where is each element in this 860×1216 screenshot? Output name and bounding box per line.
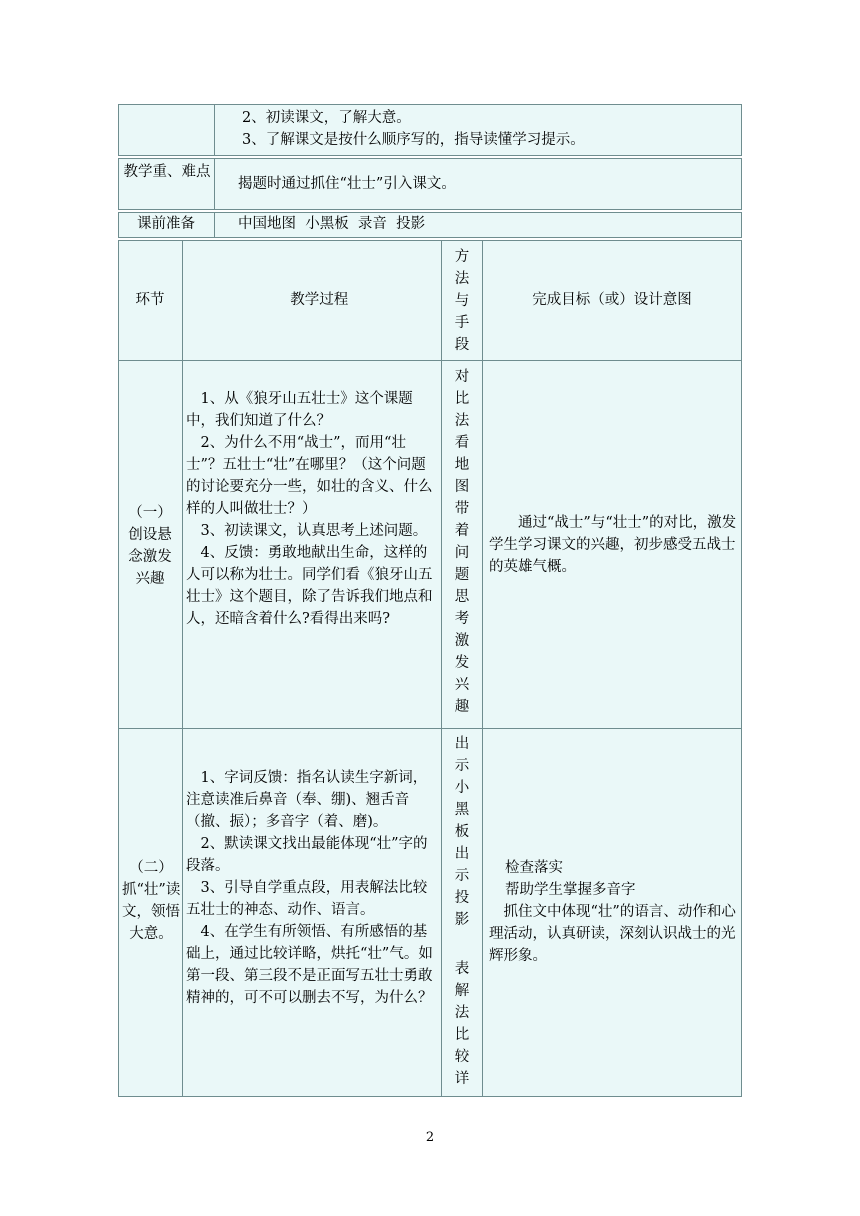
process-paragraph: 1、从《狼牙山五壮士》这个课题中，我们知道了什么？ [186,391,413,429]
header-method: 方法与手段 [454,249,470,353]
key-points-label: 教学重、难点 [123,164,211,180]
section2-goal-1: 检查落实 [505,860,563,876]
header-process [184,289,440,311]
section1-stage: （一）创设悬念激发兴趣 [128,505,172,587]
section2-stage: （二）抓“壮”读文，领悟大意。 [122,860,181,942]
section1-process [186,388,440,630]
objective-2: 2、初读课文，了解大意。 [242,110,411,126]
section2-goal-2: 帮助学生掌握多音字 [505,882,636,898]
process-paragraph: 4、反馈：勇敢地献出生命，这样的人可以称为壮士。同学们看《狼牙山五壮士》这个题目，除了告诉我们地点和人，还暗含着什么?看得出来吗? [186,545,433,627]
prep-label: 课前准备 [137,216,195,232]
process-paragraph: 3、引导自学重点段，用表解法比较五壮士的神态、动作、语言。 [186,880,428,918]
process-paragraph: 3、初读课文，认真思考上述问题。 [200,523,428,539]
row-divider [118,728,742,729]
process-paragraph: 2、为什么不用“战士”，而用“壮士”？五壮士“壮”在哪里？（这个问题的讨论要充分一些，如壮的含义、什么样的人叫做壮士？） [186,435,433,517]
col-divider [482,240,483,1097]
section1-method: 对比法看地图带着问题思考激发兴趣 [454,369,470,715]
objective-3: 3、了解课文是按什么顺序写的，指导读懂学习提示。 [242,132,585,148]
process-paragraph: 教学过程 [290,292,349,308]
section2-goal-3: 抓住文中体现“壮”的语言、动作和心理活动，认真研读，深刻认识战士的光辉形象。 [489,904,736,964]
section2-method-a: 出示小黑板出示投影 [454,736,470,928]
divider [214,158,215,210]
header-stage: 环节 [135,292,165,308]
page-number: 2 [425,1130,435,1145]
divider [214,212,215,238]
col-divider [441,240,442,1097]
col-divider [182,240,183,1097]
divider [214,104,215,156]
process-paragraph: 4、在学生有所领悟、有所感悟的基础上，通过比较详略，烘托“壮”气。如第一段、第三段不是正面写五壮士勇敢精神的，可不可以删去不写，为什么？ [186,924,433,1006]
process-paragraph: 1、字词反馈：指名认读生字新词，注意读准后鼻音（奉、绷)、翘舌音（撤、振）；多音字（着、磨)。 [186,770,428,830]
prep-content: 中国地图 小黑板 录音 投影 [238,216,426,232]
section2-process [186,767,440,1009]
key-points-content: 揭题时通过抓住“壮士”引入课文。 [238,176,456,192]
section2-method-b: 表解法比较详 [454,961,470,1087]
row-divider [118,360,742,361]
header-goal: 完成目标（或）设计意图 [532,292,692,308]
process-paragraph: 2、默读课文找出最能体现“壮”字的段落。 [186,836,428,874]
section1-goal: 通过“战士”与“壮士”的对比，激发学生学习课文的兴趣，初步感受五战士的英雄气概。 [489,515,737,575]
